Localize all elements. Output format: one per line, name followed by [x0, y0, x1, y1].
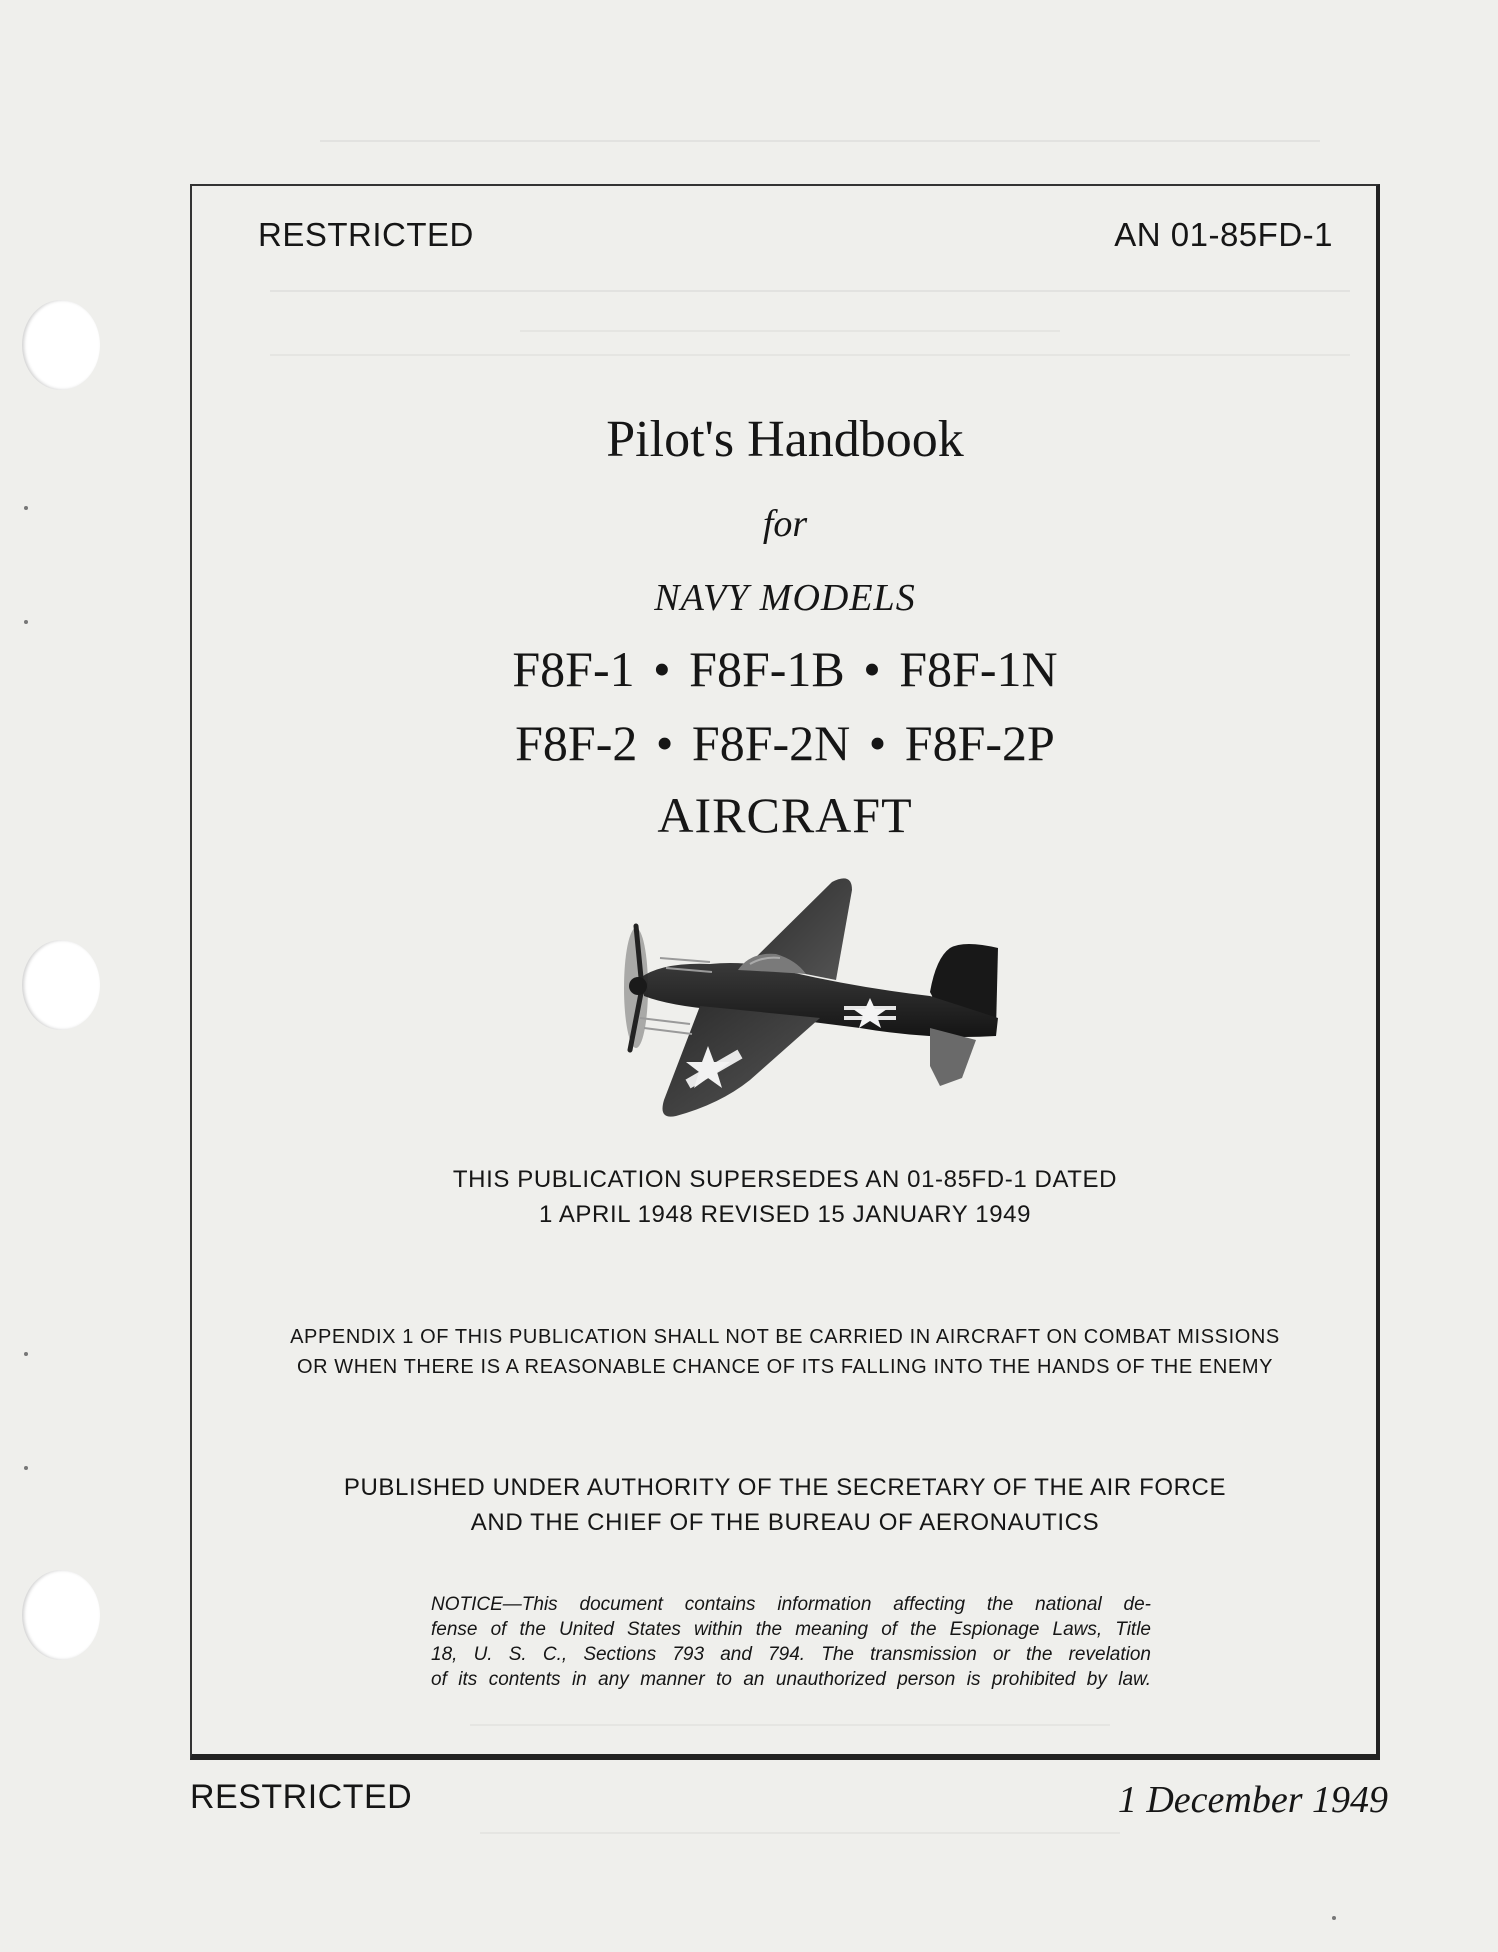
spinner [629, 977, 647, 995]
handbook-title: Pilot's Handbook [606, 411, 964, 468]
classification-header: RESTRICTED [258, 216, 474, 253]
notice-line: of its contents in any manner to an unauthorized person is prohibited by law. [431, 1669, 1151, 1690]
appendix-warning-line-1: APPENDIX 1 OF THIS PUBLICATION SHALL NOT BE CARRIED IN AIRCRAFT ON COMBAT MISSIONS [290, 1326, 1280, 1348]
title-for: for [762, 503, 808, 545]
notice-line: fense of the United States within the meaning of the Espionage Laws, Title [431, 1619, 1151, 1640]
speck [24, 620, 28, 624]
notice-line: 18, U. S. C., Sections 793 and 794. The transmission or the revelation [431, 1644, 1151, 1665]
authority-line-2: AND THE CHIEF OF THE BUREAU OF AERONAUTICS [470, 1509, 1100, 1536]
espionage-notice [431, 1592, 1151, 1692]
punch-hole [22, 300, 100, 390]
supersedes-line-2: 1 APRIL 1948 REVISED 15 JANUARY 1949 [538, 1201, 1032, 1228]
models-line-1: F8F-1 • F8F-1B • F8F-1N [512, 641, 1058, 697]
notice-line: NOTICE—This document contains information affecting the national de- [431, 1594, 1151, 1615]
supersedes-line-1: THIS PUBLICATION SUPERSEDES AN 01-85FD-1 DATED [452, 1166, 1118, 1193]
appendix-warning-line-2: OR WHEN THERE IS A REASONABLE CHANCE OF ITS FALLING INTO THE HANDS OF THE ENEMY [296, 1356, 1274, 1378]
punch-hole [22, 940, 100, 1030]
speck [1332, 1916, 1336, 1920]
punch-hole [22, 1570, 100, 1660]
speck [24, 1466, 28, 1470]
bleed-through-line [480, 1832, 1120, 1834]
speck [24, 506, 28, 510]
publication-number: AN 01-85FD-1 [1114, 216, 1333, 253]
aircraft-heading: AIRCRAFT [657, 787, 913, 843]
navy-models-heading: NAVY MODELS [654, 577, 916, 619]
aircraft-photo [600, 868, 1020, 1128]
models-line-2: F8F-2 • F8F-2N • F8F-2P [515, 715, 1055, 771]
speck [24, 1352, 28, 1356]
classification-footer: RESTRICTED [190, 1778, 413, 1816]
bleed-through-line [320, 140, 1320, 142]
publication-date: 1 December 1949 [1117, 1779, 1388, 1821]
authority-line-1: PUBLISHED UNDER AUTHORITY OF THE SECRETARY OF THE AIR FORCE [343, 1474, 1227, 1501]
